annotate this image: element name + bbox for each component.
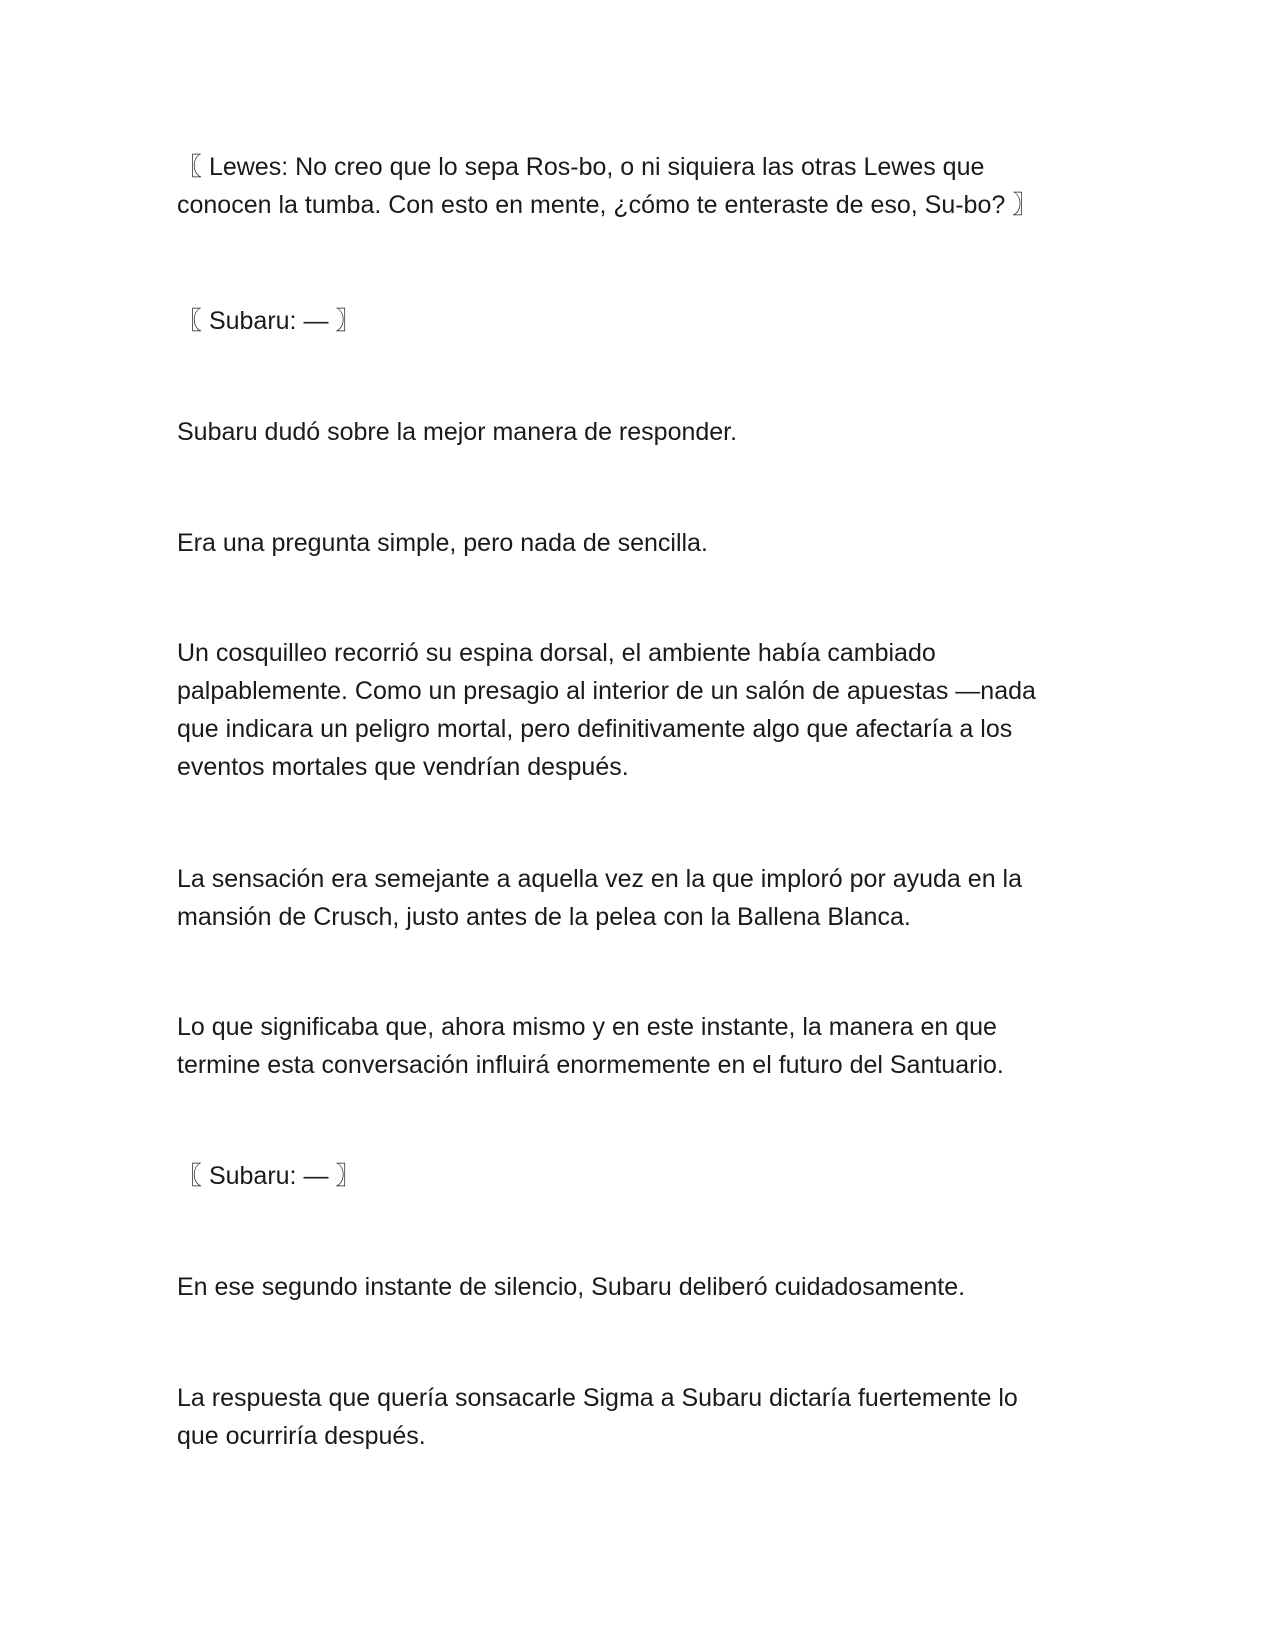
paragraph: Subaru dudó sobre la mejor manera de responder.: [177, 418, 738, 446]
paragraph: Era una pregunta simple, pero nada de sencilla.: [177, 529, 708, 557]
paragraph: En ese segundo instante de silencio, Subaru deliberó cuidadosamente.: [177, 1273, 966, 1301]
paragraph: Un cosquilleo recorrió su espina dorsal, el ambiente había cambiado palpablemente. Como un presagio al interior de un salón de apuestas —nada que indicara un peligro mortal, pero definitivamente algo que afectaría a los eventos mortales que vendrían después.: [177, 639, 1036, 781]
paragraph: La sensación era semejante a aquella vez en la que imploró por ayuda en la mansión de Crusch, justo antes de la pelea con la Ballena Blanca.: [177, 865, 1022, 931]
paragraph: Lo que significaba que, ahora mismo y en este instante, la manera en que termine esta conversación influirá enormemente en el futuro del Santuario.: [177, 1013, 1004, 1079]
paragraph-subaru-dialogue: 〖 Subaru: — 〗: [177, 307, 361, 335]
paragraph-lewes-dialogue: 〖 Lewes: No creo que lo sepa Ros-bo, o ni siquiera las otras Lewes que conocen la tumba. Con esto en mente, ¿cómo te enteraste de eso, Su-bo? 〗: [177, 153, 1038, 219]
paragraph-subaru-dialogue: 〖 Subaru: — 〗: [177, 1162, 361, 1190]
paragraph: La respuesta que quería sonsacarle Sigma a Subaru dictaría fuertemente lo que ocurriría después.: [177, 1384, 1018, 1450]
